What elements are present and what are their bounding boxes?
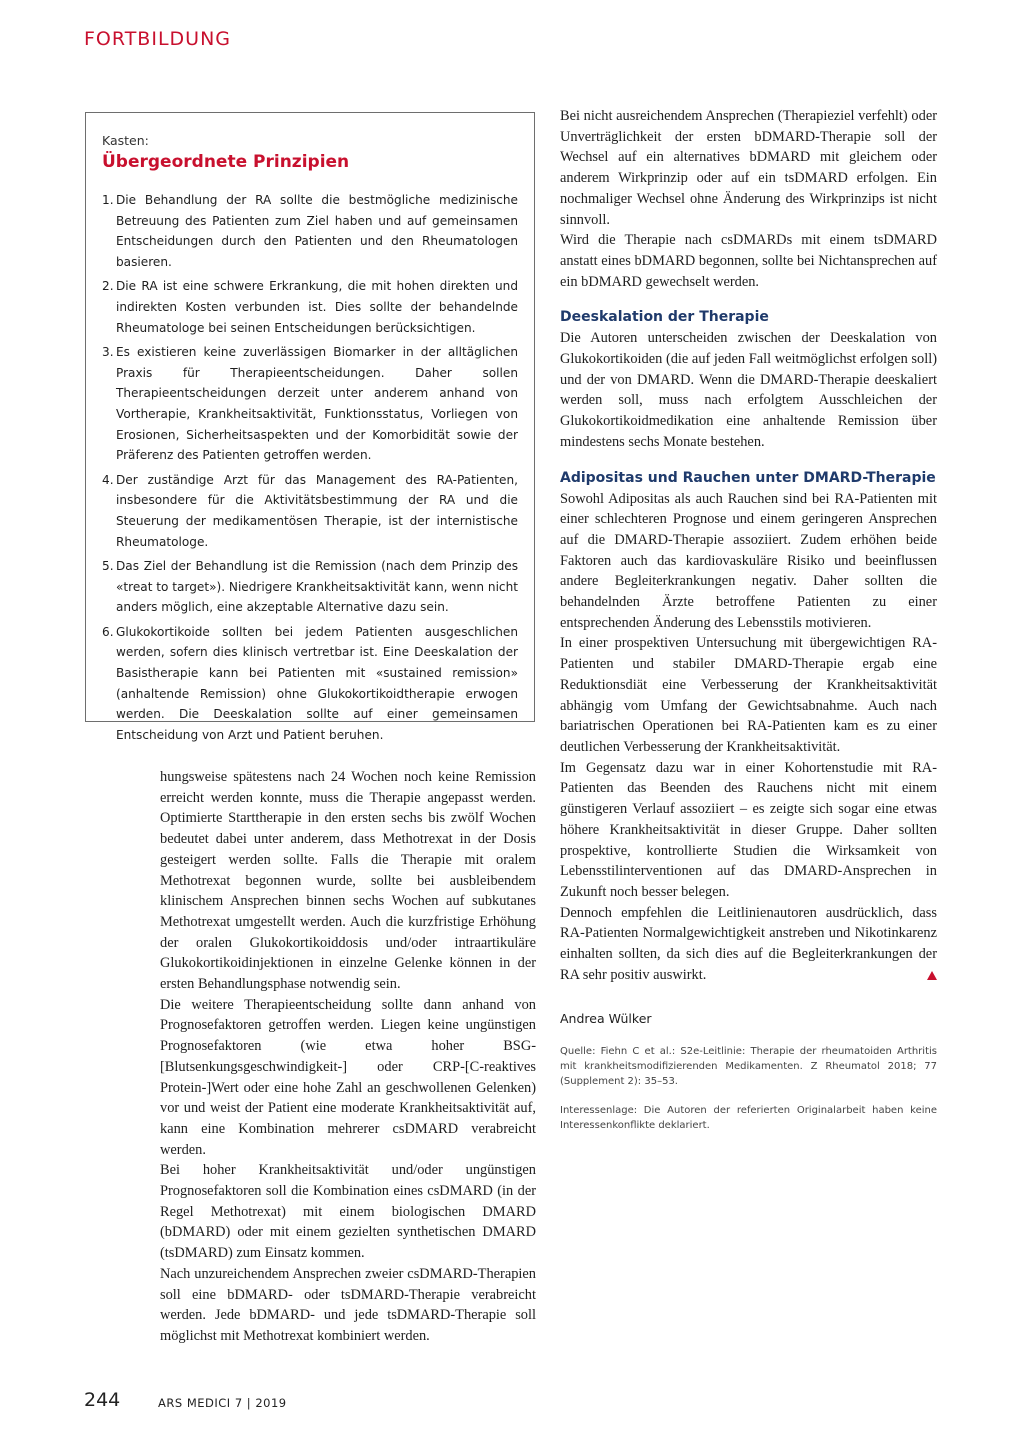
box-title: Übergeordnete Prinzipien xyxy=(102,152,350,172)
author: Andrea Wülker xyxy=(560,1011,652,1027)
item-text: Das Ziel der Behandlung ist die Remission (nach dem Prinzip des «treat to target»). Niedrigere Krankheitsaktivität kann, wenn nicht anders möglich, eine akzeptable Alternative dazu sein. xyxy=(116,559,518,615)
principles-list xyxy=(102,190,518,745)
item-text: Es existieren keine zuverlässigen Biomarker in der alltäglichen Praxis für Therapieentscheidungen. Daher sollen Therapieentscheidungen derzeit unter anderem anhand von Vortherapie, Krankheitsaktivität, Funktionsstatus, Vorliegen von Erosionen, Sicherheitsaspekten und der Komorbidität sowie der Präferenz des Patienten getroffen werden. xyxy=(116,345,518,463)
principles-box xyxy=(85,112,535,742)
section-label: FORTBILDUNG xyxy=(84,28,232,50)
item-text: Die Behandlung der RA sollte die bestmögliche medizinische Betreuung des Patienten zum Ziel haben und auf gemeinsamen Entscheidungen durch den Patienten und den Rheumatologen basieren. xyxy=(116,193,518,269)
paragraph: Im Gegensatz dazu war in einer Kohortenstudie mit RA-Patienten das Beenden des Rauchens nicht mit einem günstigeren Verlauf assoziiert – es zeigte sich sogar eine etwas höhere Krankheitsaktivität in dieser Gruppe. Daher sollten prospektive, kontrollierte Studien die Wirksamkeit von Lebensstilinterventionen auf das DMARD-Ansprechen in Zukunft noch besser belegen. xyxy=(560,759,937,900)
paragraph: Bei nicht ausreichendem Ansprechen (Therapieziel verfehlt) oder Unverträglichkeit der ersten bDMARD-Therapie soll der Wechsel auf ein alternatives bDMARD mit gleichem oder anderem Wirkprinzip oder auf ein tsDMARD erfolgen. Ein nochmaliger Wechsel ohne Änderung des Wirkprinzips ist nicht sinnvoll. xyxy=(560,108,937,228)
end-mark-icon xyxy=(927,971,937,980)
journal-info: ARS MEDICI 7 | 2019 xyxy=(158,1396,287,1410)
item-number: 3. xyxy=(102,345,114,360)
list-item xyxy=(102,342,518,466)
list-item xyxy=(102,276,518,338)
paragraph: In einer prospektiven Untersuchung mit übergewichtigen RA-Patienten und stabiler DMARD-Therapie ergab eine Reduktionsdiät eine Verbesserung der Krankheitsaktivität abhängig vom Umfang der Gewichtsabnahme. Auch nach bariatrischen Operationen bei RA-Patienten kam es zu einer deutlichen Verbesserung der Krankheitsaktivität. xyxy=(560,635,937,755)
source-note: Quelle: Fiehn C et al.: S2e-Leitlinie: Therapie der rheumatoiden Arthritis mit krankheitsmodifizierenden Medikamenten. Z Rheumatol 2018; 77 (Supplement 2): 35–53. xyxy=(560,1046,937,1088)
conflict-note: Interessenlage: Die Autoren der referierten Originalarbeit haben keine Interessenkonflikte deklariert. xyxy=(560,1105,937,1132)
right-column xyxy=(560,106,937,1147)
paragraph-text: Dennoch empfehlen die Leitlinienautoren ausdrücklich, dass RA-Patienten Normalgewichtigkeit anstreben und Nikotinkarenz einhalten sollten, da sich dies auf die Begleiterkrankungen der RA sehr positiv auswirkt. xyxy=(560,904,937,983)
item-number: 4. xyxy=(102,472,114,487)
paragraph: Sowohl Adipositas als auch Rauchen sind bei RA-Patienten mit einer schlechteren Prognose und einem geringeren Ansprechen auf die DMARD-Therapie assoziiert. Zudem erhöhen beide Faktoren auch das kardiovaskuläre Risiko und beeinflussen andere Begleiterkrankungen negativ. Daher sollten die behandelnden Ärzte betroffene Patienten zu einer entsprechenden Änderung des Lebensstils motivieren. xyxy=(560,490,937,631)
paragraph-last xyxy=(560,903,937,986)
item-number: 1. xyxy=(102,193,114,207)
paragraph: Die weitere Therapieentscheidung sollte dann anhand von Prognosefaktoren getroffen werden. Liegen keine ungünstigen Prognosefaktoren (wie etwa hoher BSG-[Blutsenkungsgeschwindigkeit-] oder CRP-[C-reaktives Protein-]Wert oder eine hohe Zahl an geschwollenen Gelenken) vor und weist der Patient eine moderate Krankheitsaktivität auf, kann eine Kombination mehrerer csDMARD verabreicht werden. xyxy=(160,996,536,1158)
item-text: Die RA ist eine schwere Erkrankung, die mit hohen direkten und indirekten Kosten verbunden ist. Dies sollte der behandelnde Rheumatologe bei seinen Entscheidungen berücksichtigen. xyxy=(116,279,518,335)
paragraph: Bei hoher Krankheitsaktivität und/oder ungünstigen Prognosefaktoren soll die Kombination eines csDMARD (in der Regel Methotrexat) mit einem biologischen DMARD (bDMARD) oder mit einem gezielten synthetischen DMARD (tsDMARD) zum Einsatz kommen. xyxy=(160,1162,536,1262)
page-number: 244 xyxy=(84,1389,121,1411)
list-item xyxy=(102,556,518,618)
paragraph: Die Autoren unterscheiden zwischen der Deeskalation von Glukokortikoiden (die auf jeden Fall weitmöglichst erfolgen soll) und der von DMARD. Wenn die DMARD-Therapie deeskaliert werden soll, muss nach erfolgtem Ausschleichen der Glukokortikoidmedikation eine anhaltende Remission über mindestens sechs Monate bestehen. xyxy=(560,330,937,450)
box-label: Kasten: xyxy=(102,133,149,148)
item-number: 6. xyxy=(102,624,114,639)
section-heading: Adipositas und Rauchen unter DMARD-Therapie xyxy=(560,469,936,486)
list-item xyxy=(102,470,518,552)
list-item xyxy=(102,622,518,746)
list-item xyxy=(102,190,518,272)
paragraph: hungsweise spätestens nach 24 Wochen noch keine Remission erreicht werden konnte, muss die Therapie angepasst werden. Optimierte Starttherapie in den ersten sechs bis zwölf Wochen bedeutet dabei unter anderem, dass Methotrexat in der Dosis gesteigert werden sollte. Falls die Therapie mit oralem Methotrexat begonnen wurde, sollte bei ausbleibendem klinischem Ansprechen binnen sechs Wochen auf subkutanes Methotrexat umgestellt werden. Auch die kurzfristige Erhöhung der oralen Glukokortikoiddosis und/oder intraartikuläre Glukokortikoidinjektionen in einzelne Gelenke können in der ersten Behandlungsphase notwendig sein. xyxy=(160,769,536,993)
item-number: 2. xyxy=(102,279,114,294)
paragraph: Wird die Therapie nach csDMARDs mit einem tsDMARD anstatt eines bDMARD begonnen, sollte bei Nichtansprechen auf ein bDMARD gewechselt werden. xyxy=(560,232,937,290)
item-text: Glukokortikoide sollten bei jedem Patienten ausgeschlichen werden, sofern dies klinisch vertretbar ist. Eine Deeskalation der Basistherapie kann bei Patienten mit «sustained remission» (anhaltende Remission) ohne Glukokortikoidtherapie erwogen werden. Die Deeskalation sollte auf einer gemeinsamen Entscheidung von Arzt und Patient beruhen. xyxy=(116,624,518,742)
item-number: 5. xyxy=(102,559,114,574)
section-heading: Deeskalation der Therapie xyxy=(560,309,769,326)
item-text: Der zuständige Arzt für das Management des RA-Patienten, insbesondere für die Aktivitätsbestimmung der RA und die Steuerung der medikamentösen Therapie, ist der internistische Rheumatologe. xyxy=(116,472,518,549)
paragraph: Nach unzureichendem Ansprechen zweier csDMARD-Therapien soll eine bDMARD- oder tsDMARD-Therapie verabreicht werden. Jede bDMARD- und jede tsDMARD-Therapie soll möglichst mit Methotrexat kombiniert werden. xyxy=(160,1265,536,1344)
left-column xyxy=(160,767,536,1347)
